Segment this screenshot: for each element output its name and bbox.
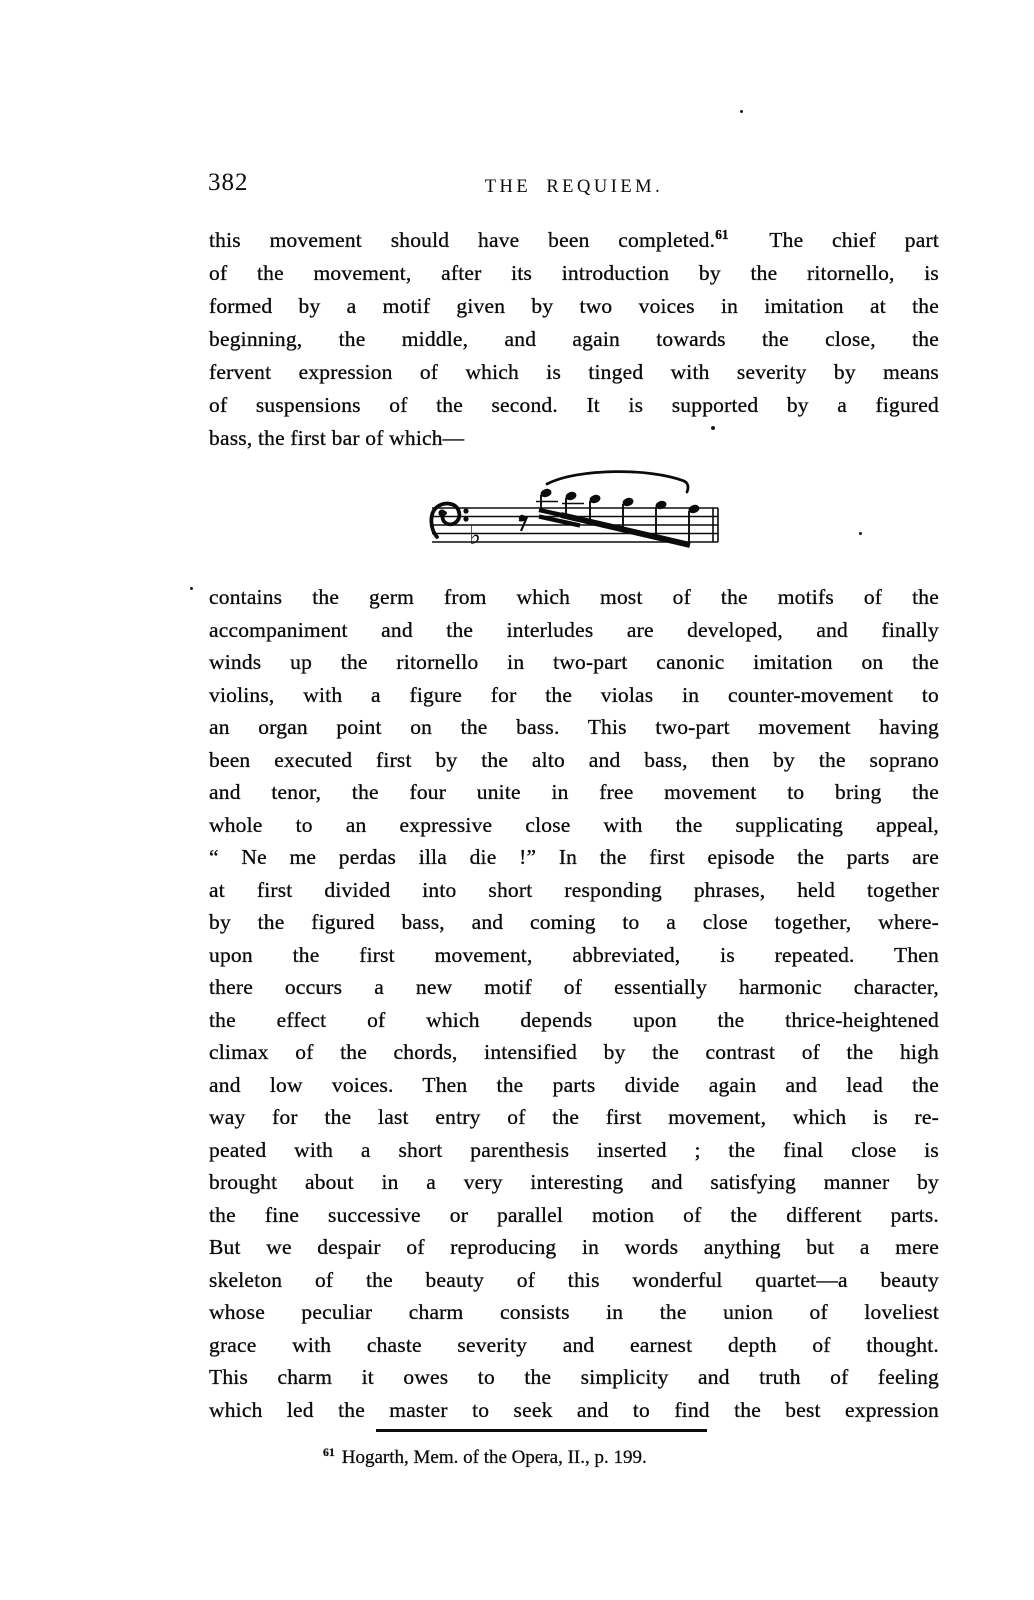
flat-sign-icon: ♭: [469, 521, 481, 550]
footnote-reference: 61: [715, 226, 729, 242]
text-segment: this movement should have been completed.: [209, 228, 716, 252]
text-line: an organ point on the bass. This two-part movement having: [209, 715, 939, 739]
text-line: upon the first movement, abbreviated, is repeated. Then: [209, 942, 939, 967]
text-line: winds up the ritornello in two-part canonic imitation on the: [209, 650, 939, 674]
text-line: the effect of which depends upon the thrice-heightened: [209, 1007, 939, 1032]
text-line: of suspensions of the second. It is supported by a figured: [209, 393, 939, 417]
text-line: there occurs a new motif of essentially harmonic character,: [209, 975, 939, 999]
text-line: skeleton of the beauty of this wonderful quartet—a beauty: [209, 1267, 939, 1292]
text-line: whole to an expressive close with the supplicating appeal,: [209, 812, 939, 837]
text-line: at first divided into short responding phrases, held together: [209, 877, 939, 902]
text-line: climax of the chords, intensified by the contrast of the high: [209, 1040, 939, 1064]
footnote: [323, 1447, 647, 1469]
text-line: peated with a short parenthesis inserted ; the final close is: [209, 1137, 939, 1162]
text-line: beginning, the middle, and again towards the close, the: [209, 327, 939, 351]
scan-speck: [711, 426, 715, 430]
text-line: been executed first by the alto and bass, then by the soprano: [209, 747, 939, 772]
scan-speck: [859, 532, 862, 535]
text-line: which led the master to seek and to find the best expression: [209, 1397, 939, 1422]
note-heads: [539, 487, 700, 514]
scan-speck: [740, 110, 743, 113]
text-line: by the figured bass, and coming to a close together, where-: [209, 910, 939, 934]
footnote-marker: 61: [323, 1445, 335, 1459]
text-line: This charm it owes to the simplicity and truth of feeling: [209, 1365, 939, 1389]
text-segment: The chief part: [769, 228, 939, 252]
running-title: THE REQUIEM.: [484, 177, 664, 197]
text-line: violins, with a figure for the violas in counter-movement to: [209, 682, 939, 707]
ledger-lines: [536, 502, 584, 504]
paragraph-2: [209, 581, 939, 1426]
footnote-text: Hogarth, Mem. of the Opera, II., p. 199.: [341, 1447, 647, 1468]
eighth-rest-icon: [519, 515, 527, 531]
text-line: and low voices. Then the parts divide again and lead the: [209, 1072, 939, 1097]
text-line: way for the last entry of the first movement, which is re-: [209, 1105, 939, 1129]
text-line: and tenor, the four unite in free movement to bring the: [209, 780, 939, 804]
text-line: bass, the first bar of which—: [209, 426, 465, 450]
text-line: brought about in a very interesting and satisfying manner by: [209, 1170, 939, 1194]
text-line: contains the germ from which most of the motifs of the: [209, 585, 939, 609]
slur: [547, 472, 688, 492]
text-line: the fine successive or parallel motion of the different parts.: [209, 1202, 939, 1227]
text-line: accompaniment and the interludes are developed, and finally: [209, 617, 939, 642]
scan-speck: [190, 587, 193, 590]
music-example: [428, 456, 720, 556]
text-line: grace with chaste severity and earnest depth of thought.: [209, 1332, 939, 1357]
footnote-rule: [376, 1429, 707, 1432]
text-line: of the movement, after its introduction by the ritornello, is: [209, 261, 939, 285]
page-number: 382: [208, 169, 249, 196]
paragraph-1: [209, 224, 939, 455]
text-line: formed by a motif given by two voices in imitation at the: [209, 294, 939, 318]
text-line: fervent expression of which is tinged with severity by means: [209, 360, 939, 384]
text-line: But we despair of reproducing in words anything but a mere: [209, 1235, 939, 1259]
beams: [539, 510, 690, 545]
text-line: whose peculiar charm consists in the union of loveliest: [209, 1300, 939, 1324]
text-line: [209, 224, 939, 257]
text-line: “ Ne me perdas illa die !” In the first episode the parts are: [209, 845, 939, 869]
